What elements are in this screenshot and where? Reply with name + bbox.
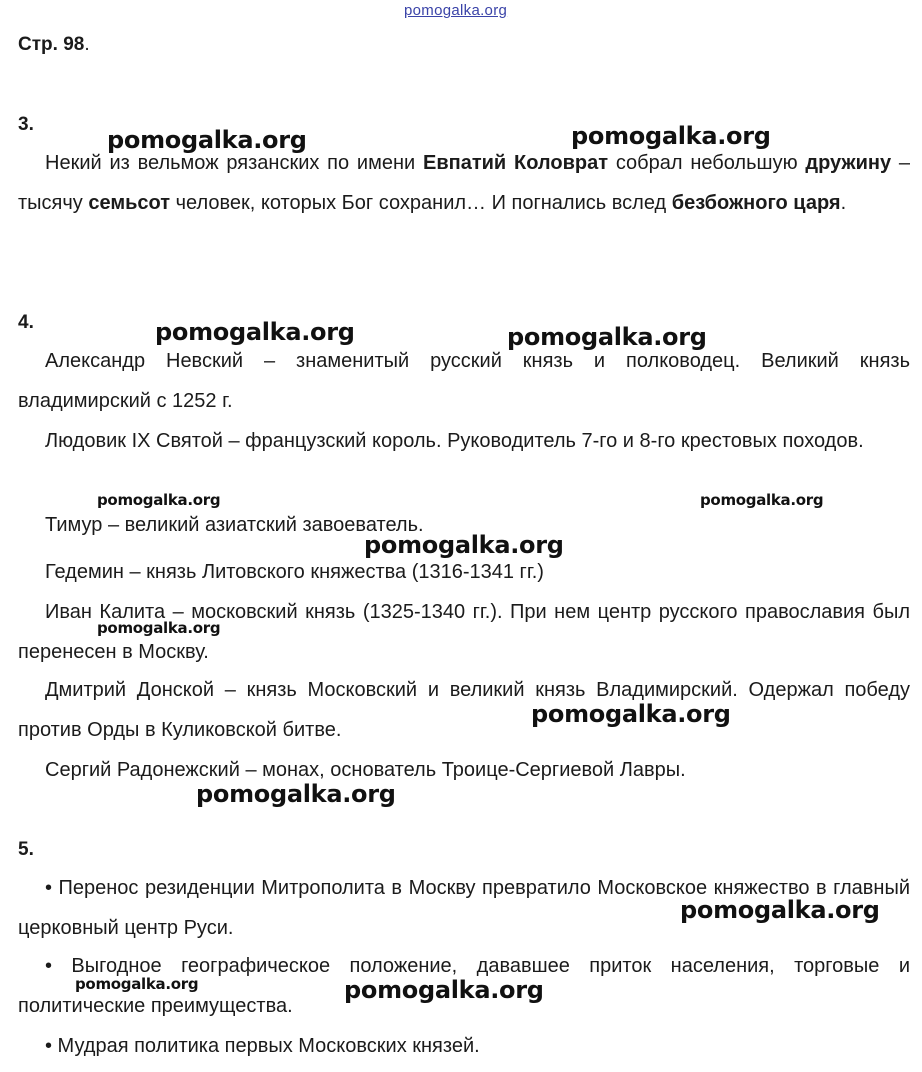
watermark: pomogalka.org [531, 700, 731, 728]
text-run: – тысячу [18, 152, 911, 214]
page-label-dot: . [84, 34, 90, 55]
text-run: Иван Калита – московский князь (1325-1340 гг.). При нем центр русского православия был перенесен в Москву. [18, 601, 910, 663]
bold-text: безбожного царя [671, 192, 841, 214]
bold-text: Евпатий Коловрат [422, 152, 609, 174]
text-run: Александр Невский – знаменитый русский князь и полководец. Великий князь владимирский с 1252 г. [18, 350, 910, 412]
watermark: pomogalka.org [97, 491, 221, 509]
section-number: 4. [18, 312, 34, 333]
text-run: Сергий Радонежский – монах, основатель Троице-Сергиевой Лавры. [45, 759, 686, 781]
watermark: pomogalka.org [75, 975, 199, 993]
paragraph [18, 670, 910, 750]
paragraph [18, 143, 910, 223]
watermark: pomogalka.org [155, 318, 355, 346]
text-run: • Перенос резиденции Митрополита в Москву превратило Московское княжество в главный церковный центр Руси. [18, 877, 910, 939]
text-run: Тимур – великий азиатский завоеватель. [45, 514, 424, 536]
paragraph [18, 341, 910, 421]
watermark: pomogalka.org [196, 780, 396, 808]
bullet-paragraph [18, 1026, 910, 1066]
watermark: pomogalka.org [700, 491, 824, 509]
section-number: 5. [18, 839, 34, 860]
text-run: • Выгодное географическое положение, дававшее приток населения, торговые и политические преимущества. [18, 955, 910, 1017]
paragraph [18, 421, 910, 461]
text-run: человек, которых Бог сохранил… И погнались вслед [170, 192, 672, 214]
text-run: . [840, 192, 847, 214]
watermark: pomogalka.org [680, 896, 880, 924]
watermark: pomogalka.org [107, 126, 307, 154]
bold-text: дружину [805, 152, 892, 174]
watermark: pomogalka.org [571, 122, 771, 150]
page-label [18, 34, 90, 56]
watermark: pomogalka.org [344, 976, 544, 1004]
text-run: Гедемин – князь Литовского княжества (1316-1341 гг.) [45, 561, 544, 583]
paragraph [18, 750, 910, 790]
text-run: Некий из вельмож рязанских по имени [45, 152, 423, 174]
text-run: собрал небольшую [608, 152, 806, 174]
text-run: Людовик IX Святой – французский король. Руководитель 7-го и 8-го крестовых походов. [45, 430, 864, 452]
watermark: pomogalka.org [97, 619, 221, 637]
bold-text: семьсот [88, 192, 171, 214]
site-link[interactable]: pomogalka.org [404, 2, 508, 19]
watermark: pomogalka.org [507, 323, 707, 351]
text-run: Дмитрий Донской – князь Московский и великий князь Владимирский. Одержал победу против Орды в Куликовской битве. [18, 679, 910, 741]
text-run: • Мудрая политика первых Московских князей. [45, 1035, 480, 1057]
section-number: 3. [18, 114, 34, 135]
page-label-text: Стр. 98 [18, 34, 85, 55]
watermark: pomogalka.org [364, 531, 564, 559]
